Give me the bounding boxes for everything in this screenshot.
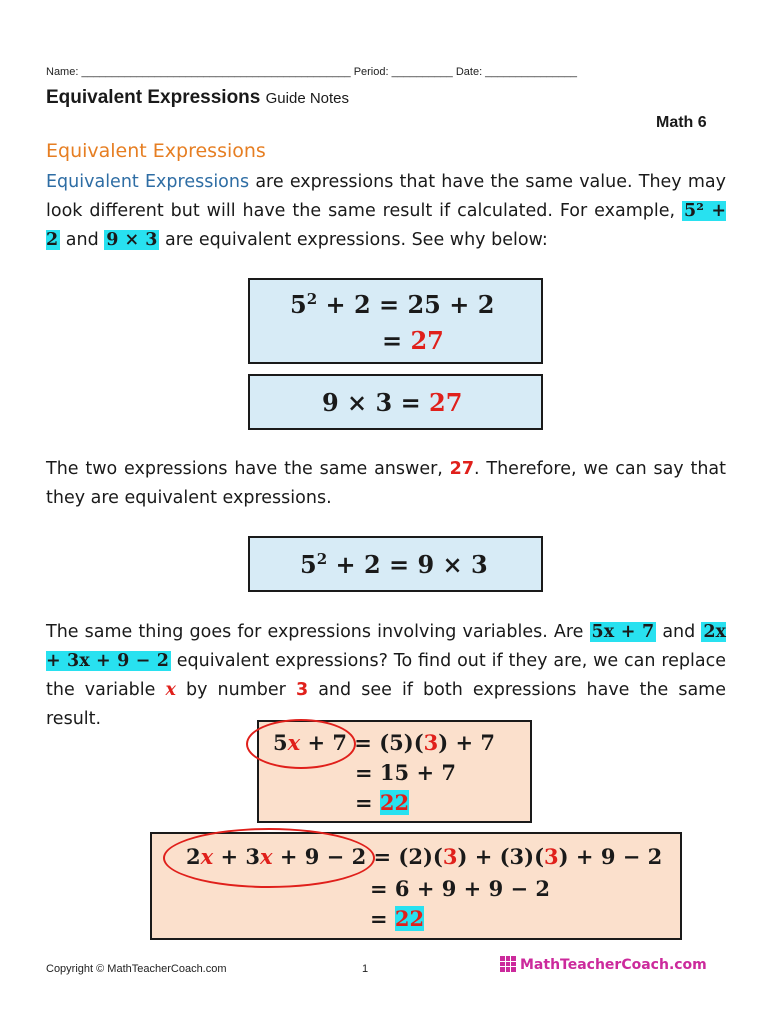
intro-expr-2: 9 × 3 bbox=[106, 230, 158, 250]
eval-line-3 bbox=[370, 906, 424, 931]
eval-sub-end: ) + 9 − 2 bbox=[558, 844, 663, 869]
eval-coef-1: 2 bbox=[186, 844, 201, 869]
eq-exponent: 2 bbox=[316, 550, 328, 568]
paragraph-variables bbox=[46, 618, 726, 734]
eq-base: 5 bbox=[300, 550, 317, 579]
eval-equals: = bbox=[355, 790, 380, 815]
copyright: Copyright © MathTeacherCoach.com bbox=[46, 963, 227, 975]
highlight-ellipse-5x-plus-7 bbox=[246, 719, 356, 769]
intro-paragraph bbox=[46, 168, 726, 255]
brand-name: MathTeacherCoach.com bbox=[520, 957, 707, 973]
eval-sub-mid: ) + (3)( bbox=[457, 844, 545, 869]
eval-var-2: x bbox=[260, 844, 273, 869]
grid-icon bbox=[500, 956, 516, 972]
para3-text-4: by number bbox=[175, 680, 296, 700]
course-label: Math 6 bbox=[656, 114, 707, 131]
name-period-date-line: Name: ____________________________________________ Period: __________ Date: _______________ bbox=[46, 66, 577, 78]
intro-expr-1: 5² + 2 bbox=[46, 201, 727, 250]
eval-result: 22 bbox=[379, 790, 410, 815]
intro-term: Equivalent Expressions bbox=[46, 172, 250, 192]
eval-const: + 9 − 2 bbox=[272, 844, 367, 869]
para2-text-2: . Therefore, we can say that they are equivalent expressions. bbox=[46, 459, 727, 508]
eq-exponent: 2 bbox=[306, 290, 318, 308]
eq-result: 27 bbox=[410, 326, 444, 355]
section-heading: Equivalent Expressions bbox=[46, 140, 266, 162]
para3-text-5: and see if both expressions have the same result. bbox=[46, 680, 726, 729]
eq-result: 27 bbox=[429, 388, 463, 417]
eq-base: 5 bbox=[290, 290, 307, 319]
equation-box-9x3 bbox=[248, 374, 543, 430]
eval-line-2: = 6 + 9 + 9 − 2 bbox=[370, 876, 551, 901]
eval-sub-start: = (5)( bbox=[347, 730, 424, 755]
eval-const: + 7 bbox=[300, 730, 347, 755]
eval-coef-2: + 3 bbox=[213, 844, 260, 869]
eval-var-1: x bbox=[200, 844, 214, 869]
para3-expr-1: 5x + 7 bbox=[591, 622, 655, 642]
eval-sub-start: = (2)( bbox=[366, 844, 443, 869]
equation-9x3 bbox=[322, 388, 462, 417]
equation-box-5sq-plus-2 bbox=[248, 278, 543, 364]
eq-equals: = bbox=[382, 326, 411, 355]
equation-box-equivalence bbox=[248, 536, 543, 592]
eq-rest: + 2 = 9 × 3 bbox=[327, 550, 488, 579]
eval-sub-three-1: 3 bbox=[442, 844, 458, 869]
para3-expr-2: 2x + 3x + 9 − 2 bbox=[46, 622, 726, 671]
brand-logo bbox=[500, 956, 707, 973]
para2-text-1: The two expressions have the same answer, bbox=[46, 459, 450, 479]
page-title-main: Equivalent Expressions bbox=[46, 87, 261, 108]
intro-text-2: are equivalent expressions. See why below: bbox=[159, 230, 548, 250]
page-subtitle: Guide Notes bbox=[265, 90, 350, 107]
eval-line-2: = 15 + 7 bbox=[355, 760, 456, 785]
eval-sub-three-2: 3 bbox=[544, 844, 559, 869]
intro-and: and bbox=[60, 230, 105, 250]
para3-variable: x bbox=[165, 680, 176, 700]
eval-equals: = bbox=[370, 906, 395, 931]
page-number: 1 bbox=[362, 963, 369, 975]
eq-lhs: 9 × 3 = bbox=[322, 388, 430, 417]
equation-equivalence bbox=[300, 550, 488, 579]
eval-result: 22 bbox=[394, 906, 425, 931]
paragraph-same-answer bbox=[46, 455, 726, 513]
para3-text-2: and bbox=[656, 622, 702, 642]
eq-rest: + 2 = 25 + 2 bbox=[317, 290, 495, 319]
eval-var: x bbox=[287, 730, 301, 755]
para2-answer: 27 bbox=[449, 459, 475, 479]
para3-text-1: The same thing goes for expressions involving variables. Are bbox=[46, 622, 590, 642]
equation-line-2 bbox=[382, 326, 444, 355]
intro-text-1: are expressions that have the same value. They may look different but will have the same result if calculated. For example, bbox=[46, 172, 726, 221]
eval-sub-end: ) + 7 bbox=[438, 730, 496, 755]
eval-sub-three: 3 bbox=[423, 730, 439, 755]
highlight-ellipse-2x-plus-3x bbox=[163, 828, 375, 888]
equation-line-1 bbox=[290, 290, 494, 319]
para3-number: 3 bbox=[295, 680, 309, 700]
para3-text-3: equivalent expressions? To find out if they are, we can replace the variable bbox=[46, 651, 726, 700]
page-title bbox=[46, 87, 349, 109]
eval-line-3 bbox=[355, 790, 409, 815]
eval-coef: 5 bbox=[273, 730, 288, 755]
